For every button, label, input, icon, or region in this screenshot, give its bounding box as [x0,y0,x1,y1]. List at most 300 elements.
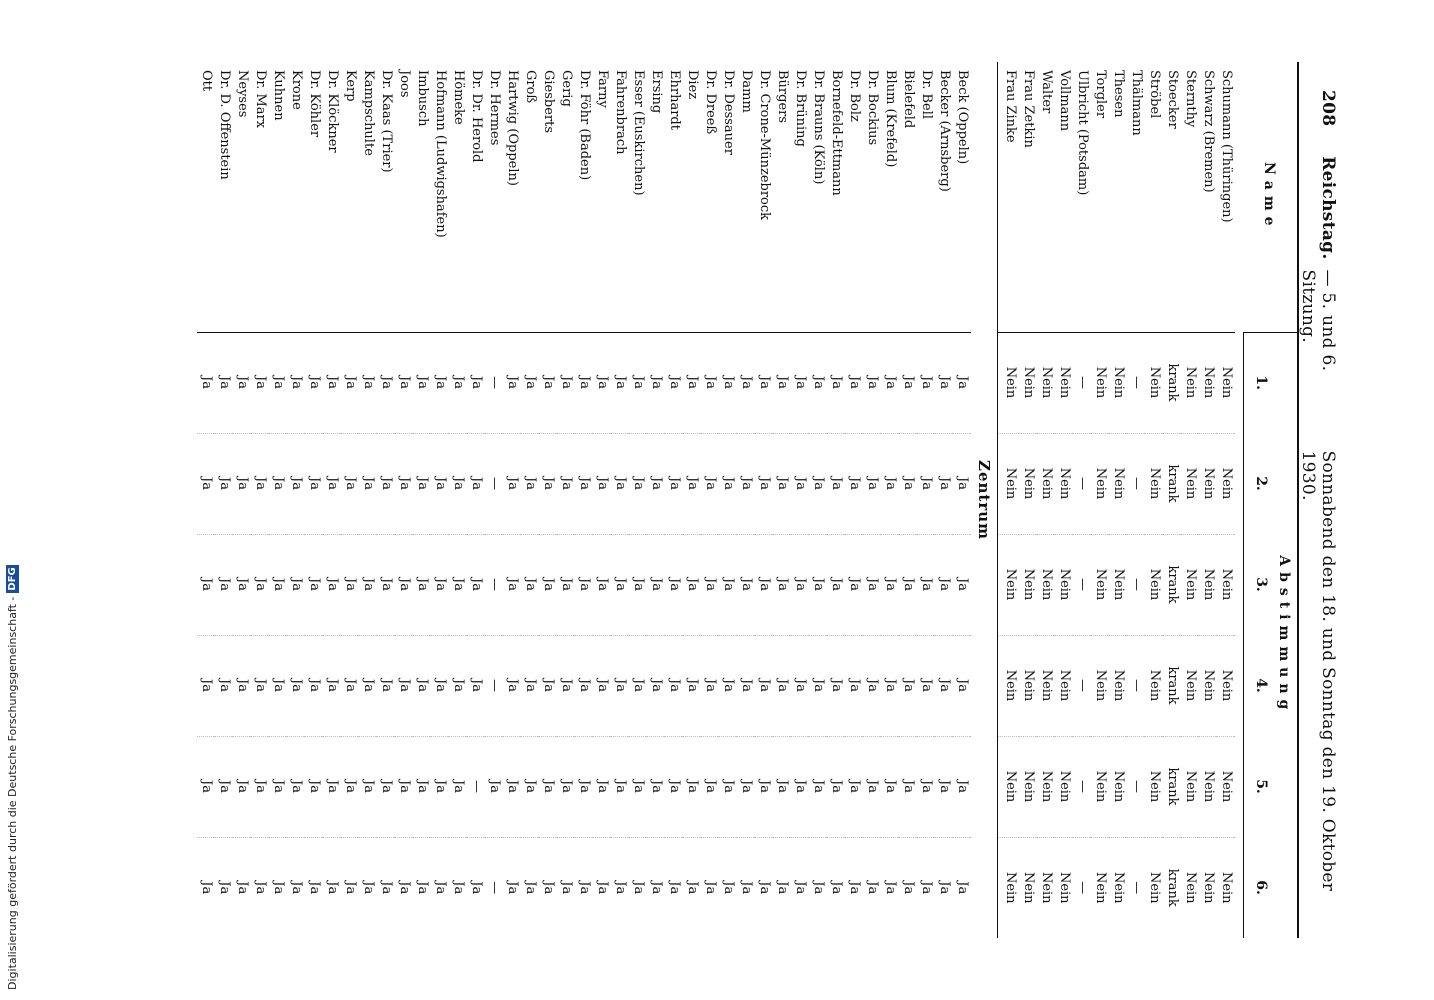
member-name: Ströbel [1145,62,1163,332]
vote-cell: Nein [1037,534,1055,635]
header-session: — 5. und 6. Sitzung. [1298,269,1338,372]
vote-cell: Nein [1093,366,1108,399]
table-row [539,62,557,938]
vote-cell: — [1127,534,1145,635]
vote-cell: Ja [827,736,845,837]
vote-cell: Ja [269,736,287,837]
vote-cell: Ja [541,376,556,389]
table-row [521,62,539,938]
vote-cell: Ja [377,837,395,938]
vote-cell: Ja [703,376,718,389]
vote-cell: Ja [647,837,665,938]
vote-cell: Ja [917,433,935,534]
table-row [1055,62,1073,938]
member-name: Fahrenbrach [611,62,629,332]
vote-cell: Ja [611,433,629,534]
vote-cell: Nein [1199,635,1217,736]
vote-cell: Ja [775,376,790,389]
vote-cell: Ja [811,376,826,389]
member-name: Dr. Brauns (Köln) [809,62,827,332]
table-row [1145,62,1163,938]
vote-cell: Ja [305,736,323,837]
vote-cell: Ja [953,837,971,938]
table-row [701,62,719,938]
vote-cell: Ja [539,433,557,534]
vote-cell: Ja [325,376,340,389]
vote-cell: Ja [683,433,701,534]
table-row [431,62,449,938]
vote-cell: Ja [361,376,376,389]
vote-cell: Ja [377,736,395,837]
member-name: Dr. Dessauer [719,62,737,332]
vote-cell: Ja [323,736,341,837]
vote-cell: Nein [1091,837,1109,938]
vote-cell: — [485,433,503,534]
vote-cell: Ja [449,433,467,534]
table-row [953,62,971,938]
vote-cell: Ja [917,736,935,837]
table-row [413,62,431,938]
member-name: Bornefeld-Ettmann [827,62,845,332]
table-row [1199,62,1217,938]
vote-cell: Ja [503,534,521,635]
vote-cell: — [1127,433,1145,534]
vote-cell: Ja [863,736,881,837]
table-row [1109,62,1127,938]
vote-cell: Nein [1037,433,1055,534]
table-row [323,62,341,938]
vote-cell: Ja [899,736,917,837]
vote-column-group-header: Abstimmung [1274,332,1298,938]
vote-cell: Ja [287,635,305,736]
member-name: Dr. Bell [917,62,935,332]
vote-cell: Nein [1091,534,1109,635]
table-row [683,62,701,938]
name-column-header: Name [1244,62,1299,332]
vote-cell: Ja [197,837,215,938]
vote-cell: Ja [773,433,791,534]
vote-cell: Ja [791,837,809,938]
member-name: Dr. Brüning [791,62,809,332]
vote-cell: Nein [1181,736,1199,837]
vote-cell: Ja [377,635,395,736]
vote-cell: — [1127,837,1145,938]
vote-cell: Nein [998,534,1020,635]
vote-cell: Ja [341,837,359,938]
vote-cell: Ja [377,433,395,534]
member-name: Kampschulte [359,62,377,332]
vote-cell: Ja [863,635,881,736]
vote-cell: — [485,837,503,938]
vote-cell: Ja [217,376,232,389]
vote-cell: Nein [1019,837,1037,938]
table-row [233,62,251,938]
vote-cell: Ja [935,736,953,837]
vote-cell: Ja [269,433,287,534]
vote-cell: Nein [1147,366,1162,399]
table-row [1073,62,1091,938]
table-row [575,62,593,938]
vote-cell: Nein [1109,837,1127,938]
vote-cell: Ja [809,534,827,635]
member-name: Dr. Dreeß [701,62,719,332]
vote-cell: Ja [611,736,629,837]
vote-cell: — [485,534,503,635]
vote-cell: Ja [197,736,215,837]
vote-cell: Ja [575,534,593,635]
table-row [827,62,845,938]
vote-cell: Ja [287,433,305,534]
vote-cell: Ja [899,534,917,635]
vote-cell: Ja [773,837,791,938]
vote-cell: Ja [323,837,341,938]
vote-cell: Nein [1217,534,1235,635]
table-row [377,62,395,938]
member-name: Gerig [557,62,575,332]
vote-cell: Ja [665,534,683,635]
member-name: Dr. Bolz [845,62,863,332]
vote-column-number: 4. [1244,635,1275,736]
vote-cell: — [1073,433,1091,534]
vote-cell: — [1073,736,1091,837]
vote-cell: Ja [413,837,431,938]
vote-cell: Ja [323,433,341,534]
member-name: Esser (Euskirchen) [629,62,647,332]
vote-cell: Ja [215,635,233,736]
vote-cell: Ja [359,635,377,736]
vote-cell: Nein [1145,837,1163,938]
vote-cell: Nein [1181,433,1199,534]
vote-cell: Ja [287,534,305,635]
member-name: Groß [521,62,539,332]
vote-cell: Ja [503,837,521,938]
vote-cell: Nein [998,837,1020,938]
vote-cell: Ja [953,635,971,736]
vote-cell: Ja [953,736,971,837]
table-row [845,62,863,938]
vote-cell: Ja [379,376,394,389]
vote-cell: Ja [593,534,611,635]
member-name: Krone [287,62,305,332]
vote-cell: — [487,376,502,389]
vote-cell: Ja [773,534,791,635]
vote-cell: Ja [269,635,287,736]
vote-cell: — [1129,376,1144,389]
vote-cell: Nein [998,635,1020,736]
vote-cell: Ja [631,376,646,389]
table-row [1163,62,1181,938]
vote-cell: Ja [539,534,557,635]
vote-cell: Ja [827,837,845,938]
vote-cell: Ja [233,837,251,938]
vote-cell: Nein [1181,837,1199,938]
vote-cell: Nein [1019,635,1037,736]
vote-cell: Ja [665,635,683,736]
vote-cell: Ja [809,736,827,837]
vote-cell: Ja [737,635,755,736]
vote-cell: Ja [953,433,971,534]
vote-cell: Nein [1199,837,1217,938]
vote-cell: — [1127,736,1145,837]
vote-column-number: 5. [1244,736,1275,837]
vote-cell: Nein [1021,366,1036,399]
table-row [485,62,503,938]
vote-cell: Ja [251,433,269,534]
member-name: Ulbricht (Potsdam) [1073,62,1091,332]
member-name: Neyses [233,62,251,332]
vote-cell: Ja [575,433,593,534]
vote-cell: Ja [863,433,881,534]
vote-cell: Ja [323,534,341,635]
vote-cell: Ja [359,837,377,938]
vote-cell: Ja [953,534,971,635]
vote-cell: Ja [755,736,773,837]
member-name: Dr. Marx [251,62,269,332]
vote-cell: Nein [1091,736,1109,837]
vote-cell: Ja [575,837,593,938]
vote-cell: Ja [791,534,809,635]
member-name: Ehrhardt [665,62,683,332]
vote-cell: Ja [593,433,611,534]
vote-cell: Ja [539,635,557,736]
vote-cell: — [1073,837,1091,938]
vote-cell: Ja [809,635,827,736]
vote-cell: Ja [307,376,322,389]
member-name: Thälmann [1127,62,1145,332]
vote-cell: Nein [1109,433,1127,534]
vote-cell: Ja [737,736,755,837]
table-row [503,62,521,938]
vote-cell: Ja [251,635,269,736]
vote-cell: Ja [521,433,539,534]
vote-cell: Ja [397,376,412,389]
vote-cell: Ja [683,736,701,837]
vote-cell: Nein [1055,837,1073,938]
member-name: Farny [593,62,611,332]
vote-cell: Ja [251,736,269,837]
vote-cell: Ja [467,534,485,635]
vote-cell: Ja [719,433,737,534]
vote-cell: Ja [845,837,863,938]
vote-cell: Ja [431,736,449,837]
vote-cell: Ja [503,736,521,837]
vote-cell: Ja [881,837,899,938]
member-name: Bielefeld [899,62,917,332]
vote-cell: Ja [521,837,539,938]
vote-cell: Nein [1109,736,1127,837]
table-row [305,62,323,938]
vote-cell: Ja [701,837,719,938]
table-row [737,62,755,938]
vote-cell: Nein [1181,635,1199,736]
vote-cell: Ja [737,534,755,635]
vote-cell: Nein [1019,534,1037,635]
member-name: Frau Zetkin [1019,62,1037,332]
vote-cell: Ja [613,376,628,389]
vote-cell: Ja [269,534,287,635]
vote-cell: Ja [341,433,359,534]
vote-cell: Nein [1019,433,1037,534]
vote-cell: Ja [757,376,772,389]
table-row [755,62,773,938]
vote-cell: Ja [935,534,953,635]
vote-cell: Ja [467,635,485,736]
vote-cell: Ja [449,635,467,736]
vote-cell: Ja [827,433,845,534]
vote-cell: Ja [431,635,449,736]
vote-cell: Ja [611,837,629,938]
vote-cell: Nein [1181,534,1199,635]
running-head [1298,90,1338,920]
member-name: Becker (Arnsberg) [935,62,953,332]
table-row [611,62,629,938]
member-name: Dr. Kaas (Trier) [377,62,395,332]
vote-cell: Ja [523,376,538,389]
vote-cell: Nein [1217,736,1235,837]
vote-cell: Ja [629,534,647,635]
vote-cell: Ja [449,534,467,635]
member-name: Stoecker [1163,62,1181,332]
table-row [881,62,899,938]
vote-cell: Ja [629,635,647,736]
vote-cell: Ja [377,534,395,635]
member-name: Diez [683,62,701,332]
vote-cell: — [1075,376,1090,389]
vote-cell: Ja [577,376,592,389]
vote-cell: Ja [433,376,448,389]
vote-cell: Ja [773,635,791,736]
vote-cell: Ja [215,837,233,938]
member-name: Beck (Oppeln) [953,62,971,332]
member-name: Giesberts [539,62,557,332]
member-name: Hofmann (Ludwigshafen) [431,62,449,332]
vote-cell: Ja [647,736,665,837]
member-name: Dr. Dr. Herold [467,62,485,332]
vote-cell: Nein [1217,837,1235,938]
vote-cell: Ja [793,376,808,389]
vote-cell: — [467,736,485,837]
vote-cell: Ja [305,837,323,938]
vote-cell: Ja [413,635,431,736]
vote-cell: Nein [1199,433,1217,534]
member-name: Joos [395,62,413,332]
vote-cell: Ja [539,837,557,938]
member-name: Dr. Hermes [485,62,503,332]
vote-cell: Ja [395,433,413,534]
vote-cell: Ja [341,635,359,736]
vote-cell: Ja [323,635,341,736]
party-heading: Zentrum [975,460,993,541]
vote-cell: Ja [935,635,953,736]
vote-cell: Nein [1091,433,1109,534]
member-name: Damm [737,62,755,332]
vote-cell: Ja [755,433,773,534]
header-date: Sonnabend den 18. und Sonntag den 19. Oktober 1930. [1298,450,1338,892]
vote-cell: Ja [647,534,665,635]
vote-cell: Ja [611,534,629,635]
vote-cell: Ja [415,376,430,389]
vote-cell: Ja [271,376,286,389]
vote-cell: Ja [665,433,683,534]
table-row [359,62,377,938]
table-row [269,62,287,938]
vote-cell: Ja [233,433,251,534]
vote-cell: krank [1163,534,1181,635]
vote-cell: Ja [881,635,899,736]
vote-cell: Ja [719,837,737,938]
vote-cell: — [1127,635,1145,736]
vote-cell: Ja [791,736,809,837]
table-row [251,62,269,938]
table-row [1037,62,1055,938]
vote-cell: Nein [1055,635,1073,736]
vote-cell: Ja [359,433,377,534]
vote-cell: Nein [998,433,1020,534]
vote-cell: Ja [557,433,575,534]
vote-cell: Ja [539,736,557,837]
vote-cell: Ja [755,837,773,938]
vote-cell: Nein [1145,534,1163,635]
member-name: Frau Zinke [998,62,1020,332]
table-row [773,62,791,938]
vote-cell: Nein [1199,736,1217,837]
vote-cell: Ja [431,433,449,534]
member-name: Hömeke [449,62,467,332]
vote-column-number: 1. [1244,332,1275,433]
vote-cell: Nein [1199,534,1217,635]
vote-cell: Nein [1019,736,1037,837]
vote-cell: Nein [1057,366,1072,399]
vote-cell: Ja [451,376,466,389]
vote-cell: Ja [899,433,917,534]
vote-cell: Ja [721,376,736,389]
vote-cell: Ja [503,635,521,736]
vote-column-number: 3. [1244,534,1275,635]
member-name: Schumann (Thüringen) [1217,62,1235,332]
vote-cell: Ja [629,736,647,837]
vote-cell: Ja [739,376,754,389]
vote-cell: Ja [413,534,431,635]
vote-cell: Nein [1219,366,1234,399]
vote-cell: Ja [413,736,431,837]
vote-cell: Ja [575,635,593,736]
table-row [629,62,647,938]
vote-cell: Ja [899,837,917,938]
vote-cell: Ja [467,837,485,938]
vote-cell: Ja [737,837,755,938]
member-name: Dr. Föhr (Baden) [575,62,593,332]
vote-cell: Ja [269,837,287,938]
vote-cell: Nein [1091,635,1109,736]
vote-cell: Ja [557,837,575,938]
vote-cell: Ja [649,376,664,389]
vote-cell: Ja [593,736,611,837]
vote-cell: Ja [233,534,251,635]
vote-cell: Ja [485,736,503,837]
vote-cell: Ja [233,635,251,736]
vote-cell: Ja [521,635,539,736]
table-row [593,62,611,938]
credit-text: Digitalisierung gefördert durch die Deutsche Forschungsgemeinschaft - [5,596,19,990]
vote-cell: Ja [701,534,719,635]
vote-cell: Ja [343,376,358,389]
dfg-logo: DFG [6,567,18,591]
vote-cell: Ja [287,837,305,938]
vote-cell: Ja [917,534,935,635]
table-row [998,62,1020,938]
vote-cell: Ja [719,736,737,837]
vote-cell: Ja [251,534,269,635]
